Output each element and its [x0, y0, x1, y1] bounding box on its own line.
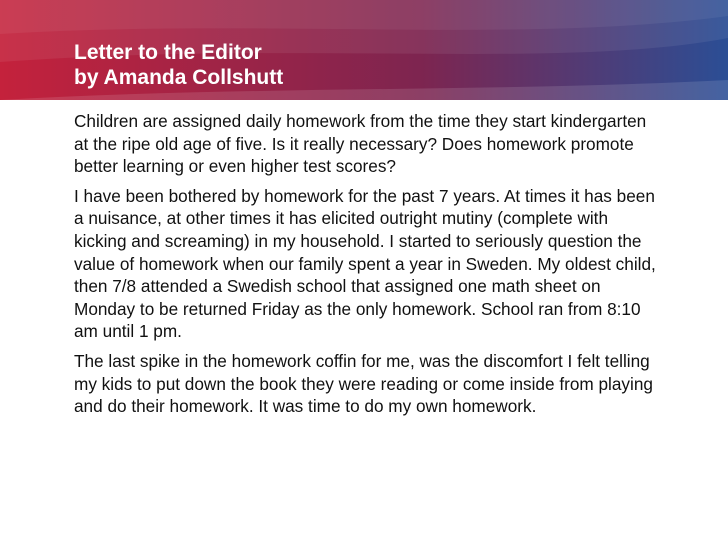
page-title — [74, 40, 283, 90]
paragraph-2: I have been bothered by homework for the past 7 years. At times it has been a nuisance, at other times it has elicited outright mutiny (complete with kicking and screaming) in my household. I started to seriously question the value of homework when our family spent a year in Sweden. My oldest child, then 7/8 attended a Swedish school that assigned one math sheet on Monday to be returned Friday as the only homework. School ran from 8:10 am until 1 pm. — [74, 185, 656, 342]
paragraph-3: The last spike in the homework coffin for me, was the discomfort I felt telling my kids to put down the book they were reading or come inside from playing and do their homework. It was time to do my own homework. — [74, 350, 653, 417]
title-line-2: by Amanda Collshutt — [74, 66, 284, 89]
header-bottom-stripe — [0, 100, 728, 104]
title-line-1: Letter to the Editor — [74, 41, 262, 64]
letter-body — [74, 110, 659, 425]
paragraph-1: Children are assigned daily homework from the time they start kindergarten at the ripe old age of five. Is it really necessary? Does homework promote better learning or even higher test scores? — [74, 111, 647, 177]
